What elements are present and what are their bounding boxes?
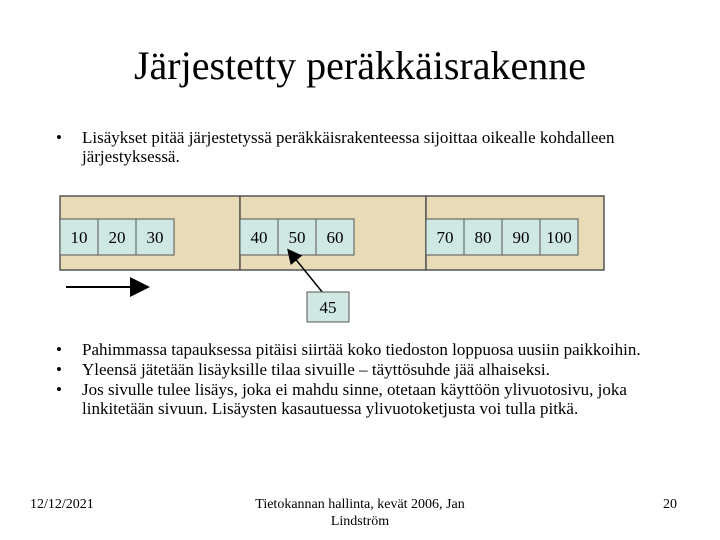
bullet-item-2 xyxy=(56,360,696,379)
bullet-list xyxy=(56,340,696,419)
bullet-item-3 xyxy=(56,380,696,418)
value-cell-label: 20 xyxy=(108,228,126,247)
intro-bullet-text: Lisäykset pitää järjestetyssä peräkkäisrakenteessa sijoittaa oikealle kohdalleen järjestyksessä. xyxy=(82,128,615,166)
value-cell-label: 50 xyxy=(288,228,306,247)
footer-date: 12/12/2021 xyxy=(30,497,94,512)
bullet-text: Pahimmassa tapauksessa pitäisi siirtää koko tiedoston loppuosa uusiin paikkoihin. xyxy=(82,340,641,359)
value-cell-label: 100 xyxy=(546,228,572,247)
value-cell-label: 30 xyxy=(146,228,164,247)
footer-page-number: 20 xyxy=(663,497,677,512)
bullet-icon: • xyxy=(56,360,62,379)
footer-course: Tietokannan hallinta, kevät 2006, Jan Lindström xyxy=(255,497,465,529)
bullet-item-1 xyxy=(56,340,696,359)
value-cell-label: 80 xyxy=(474,228,492,247)
value-cell-label: 40 xyxy=(250,228,268,247)
value-cell-label: 10 xyxy=(70,228,88,247)
insert-value-label: 45 xyxy=(319,298,337,317)
value-cell-label: 70 xyxy=(436,228,454,247)
slide-title: Järjestetty peräkkäisrakenne xyxy=(133,43,586,88)
bullet-icon: • xyxy=(56,128,62,147)
bullet-icon: • xyxy=(56,340,62,359)
bullet-text: Jos sivulle tulee lisäys, joka ei mahdu sinne, otetaan käyttöön ylivuotosivu, joka linkitetään sivuun. Lisäysten kasautuessa ylivuotoketjusta voi tulla pitkä. xyxy=(82,380,627,418)
value-cell-label: 60 xyxy=(326,228,344,247)
value-cell-label: 90 xyxy=(512,228,530,247)
bullet-text: Yleensä jätetään lisäyksille tilaa sivuille – täyttösuhde jää alhaiseksi. xyxy=(82,360,550,379)
bullet-icon: • xyxy=(56,380,62,399)
